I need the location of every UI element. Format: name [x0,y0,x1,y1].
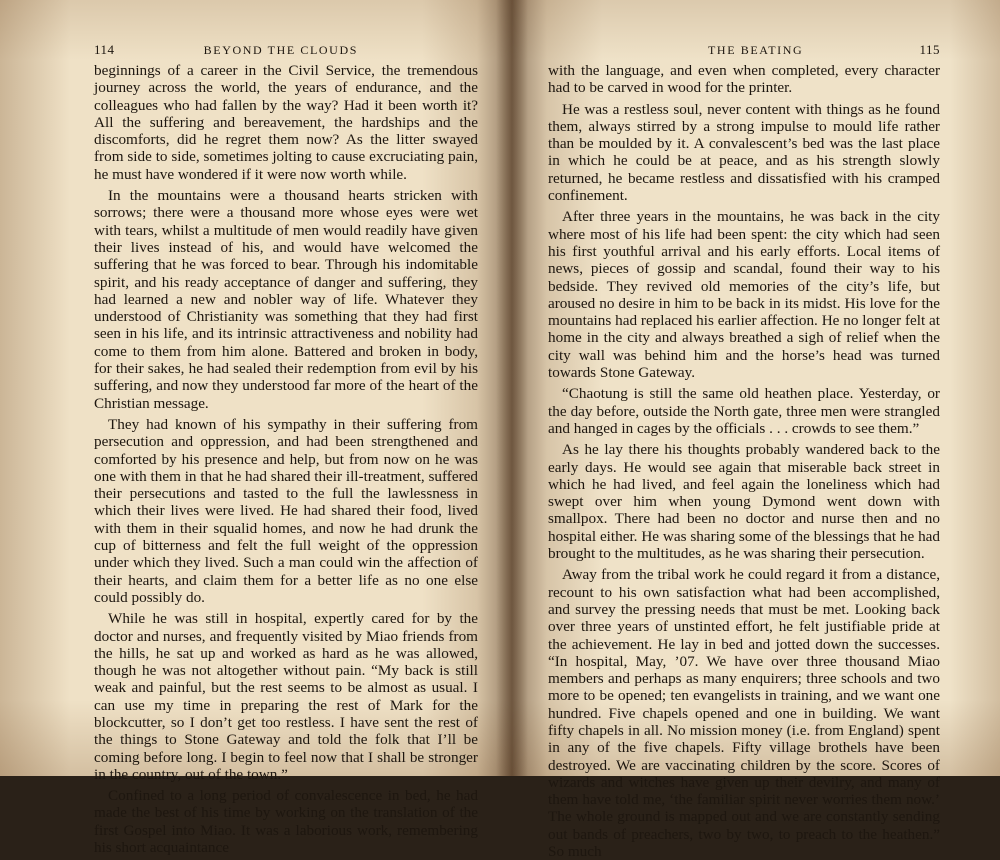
paragraph: As he lay there his thoughts probably wandered back to the early days. He would see again that miserable back street in which he had lived, and feel again the loneliness which had swept over him when young Dymond went down with smallpox. There had been no doctor and nurse then and no hospital either. He was sharing some of the blessings that he had brought to the multitudes, as he was sharing their persecution. [548,441,940,563]
right-page [512,0,1000,860]
paragraph: beginnings of a career in the Civil Service, the tremendous journey across the world, the years of endurance, and the colleagues who had fallen by the way? Had it been worth it? All the suffering and bereavement, the hardships and the discomforts, did he regret them now? As the litter swayed from side to side, sometimes jolting to cause excruciating pain, he must have wondered if it were now worth while. [94,62,478,183]
right-body-text [548,62,940,860]
paragraph: While he was still in hospital, expertly cared for by the doctor and nurses, and frequently visited by Miao friends from the hills, he sat up and worked as hard as he was allowed, though he was not altogether without pain. “My back is still weak and painful, but the rest seems to be almost as usual. I can use my time in preparing the rest of Mark for the blockcutter, so I don’t get too restless. I have sent the rest of the things to Stone Gateway and told the folk that I’ll be coming before long. I begin to feel now that I shall be stronger in the country, out of the town.” [94,610,478,783]
paragraph: He was a restless soul, never content with things as he found them, always stirred by a strong impulse to mould life rather than be moulded by it. A convalescent’s bed was the last place in which he could be at peace, and as his strength slowly returned, he became restless and dissatisfied with his cramped confinement. [548,100,940,205]
paragraph: Away from the tribal work he could regard it from a distance, recount to his own satisfaction what had been accomplished, and survey the pressing needs that must be met. Looking back over three years of unstinted effort, he felt justifiable pride at the achievement. He lay in bed and jotted down the successes. “In hospital, May, ’07. We have over three thousand Miao members and perhaps as many enquirers; three schools and two more to be opened; ten evangelists in training, and we want one hundred. Five chapels opened and one in building. We want fifty chapels in all. No mission money (i.e. from England) spent in any of the five chapels. Fifty village brothels have been destroyed. We are vaccinating children by the score. Scores of wizards and witches have given up their devilry, and many of them have told me, ‘the familiar spirit never worries them now.’ The whole ground is mapped out and we are constantly sending out bands of preachers, two by two, to preach to the heathen.” So much [548,566,940,860]
paragraph: They had known of his sympathy in their suffering from persecution and oppression, and had been strengthened and comforted by his presence and help, but from now on he was one with them in that he had shared their ill-treatment, suffered their persecutions and tasted to the full the lawlessness in which their lives were lived. He had shared their food, lived with them in their squalid homes, and now he had drunk the cup of bitterness and felt the full weight of the oppression under which they lived. Such a man could win the affection of their hearts, and claim them for a better life as no one else could possibly do. [94,415,478,606]
right-running-head [548,42,940,58]
paragraph: with the language, and even when completed, every character had to be carved in wood for the printer. [548,62,940,97]
paragraph: “Chaotung is still the same old heathen place. Yesterday, or the day before, outside the North gate, three men were strangled and hanged in cages by the officials . . . crowds to see them.” [548,385,940,437]
paragraph: After three years in the mountains, he was back in the city where most of his life had been spent: the city which had seen his first youthful arrival and his early efforts. Local items of news, pieces of gossip and scandal, found their way to his bedside. They revived old memories of the city’s life, but aroused no desire in him to be back in its midst. His love for the mountains had replaced his earlier affection. He no longer felt at home in the city and always breathed a sigh of relief when the city wall was behind him and the horse’s head was turned towards Stone Gateway. [548,208,940,382]
paragraph: In the mountains were a thousand hearts stricken with sorrows; there were a thousand more whose eyes were wet with tears, whilst a multitude of men would readily have given their lives instead of his, and would have welcomed the suffering that he was forced to bear. Through his indomitable spirit, and his ready acceptance of danger and suffering, they had learned a new and nobler way of life. Whatever they understood of Christianity was something that they had first seen in his life, and its intrinsic attractiveness and nobility had come to them from him alone. Battered and broken in body, for their sakes, he had sealed their redemption from evil by his suffering, and now they understood far more of the heart of the Christian message. [94,187,478,412]
right-page-number: 115 [919,42,940,57]
left-running-head [94,42,478,58]
right-running-title: THE BEATING [708,43,804,57]
paragraph: Confined to a long period of convalescence in bed, he had made the best of his time by working on the translation of the first Gospel into Miao. It was a laborious work, remembering his short acquaintance [94,787,478,857]
left-running-title: BEYOND THE CLOUDS [203,43,358,57]
left-page-number: 114 [94,42,115,57]
left-body-text [94,62,478,856]
